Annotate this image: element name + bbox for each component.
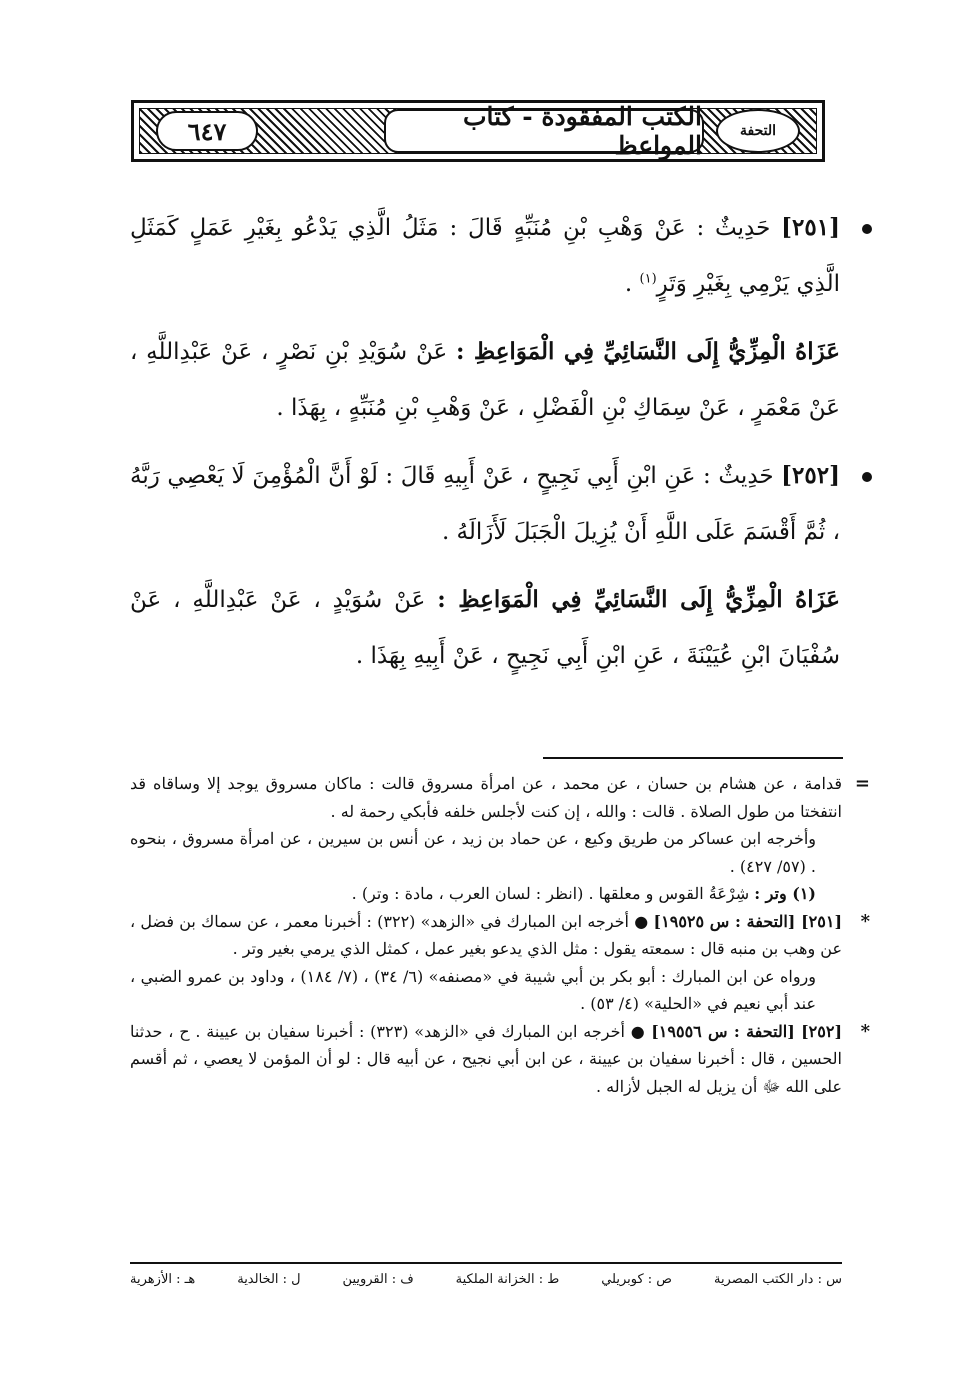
legend-item: هـ : الأزهرية — [130, 1272, 196, 1287]
attribution-252 — [130, 572, 840, 684]
star-icon: * — [860, 1020, 870, 1042]
footnote-ref: (١) — [639, 271, 657, 287]
attribution-label: عَزَاهُ الْمِزِّيُّ إِلَى النَّسَائِيِّ فِي الْمَوَاعِظِ : — [455, 338, 841, 365]
continuation-text-2: وأخرجه ابن عساكر من طريق وكيع ، عن حماد بن زيد ، عن أنس بن سيرين ، عن امرأة مسروق ، بنحوه . (٥٧/ ٤٢٧) . — [130, 829, 817, 876]
legend-item: ف : القرويين — [342, 1272, 414, 1287]
continuation-text: قدامة ، عن هشام بن حسان ، عن محمد ، عن امرأة مسروق قالت : ماكان مسروق يوجد إلا وساقاه قد انتفختا من طول الصلاة . قالت : والله ، إن كنت لأجلس خلفه فأبكي رحمة له . — [130, 774, 842, 821]
attribution-label: عَزَاهُ الْمِزِّيُّ إِلَى النَّسَائِيِّ فِي الْمَوَاعِظِ : — [437, 586, 840, 613]
bullet-icon — [862, 472, 872, 482]
hadith-number: [٢٥٢] — [781, 462, 840, 489]
star-icon: * — [860, 910, 870, 932]
attribution-text: عَنْ سُوَيْدِ بْنِ نَصْرٍ ، عَنْ عَبْدِاللَّهِ ، عَنْ مَعْمَرٍ ، عَنْ سِمَاكِ بْنِ الْفَضْلِ ، عَنْ وَهْبِ بْنِ مُنَبِّهٍ ، بِهَذَا . — [130, 339, 840, 421]
footnote-continuation — [130, 770, 870, 825]
hadith-252 — [130, 448, 840, 560]
legend-separator — [130, 1262, 842, 1264]
note-252-text: ● أخرجه ابن المبارك في «الزهد» (٣٢٣) : أخبرنا سفيان بن عيينة . ح ، حدثنا الحسين ، قال : أخبرنا سفيان بن عيينة ، عن ابن أبي نجيح ، عن أبيه قال : لو أن المؤمن لا يعصي ، ثم أقسم على الله ﷻ أن يزيل له الجبل لأزاله . — [130, 1021, 842, 1096]
attribution-251 — [130, 324, 840, 436]
page-number: ٦٤٧ — [156, 111, 258, 151]
footnote-1 — [130, 880, 842, 908]
note-251-label: [٢٥١] [التحفة : س ١٩٥٢٥] — [653, 911, 843, 931]
header-title: الكتب المفقودة - كتاب المواعظ — [384, 109, 704, 153]
footnote-separator — [543, 757, 843, 759]
note-252 — [130, 1018, 870, 1101]
footnote-continuation-2 — [130, 825, 842, 880]
note-251-text-2: ورواه عن ابن المبارك : أبو بكر بن أبي شيبة في «مصنفه» (٦/ ٣٤) ، (٧/ ١٨٤) ، وداود بن عمرو الضبي ، عند أبي نعيم في «الحلية» (٤/ ٥٣) . — [130, 966, 817, 1013]
hadith-number: [٢٥١] — [781, 214, 840, 241]
hadith-end: . — [624, 271, 633, 297]
attribution-text: عَنْ سُوَيْدٍ ، عَنْ عَبْدِاللَّهِ ، عَنْ سُفْيَانَ ابْنِ عُيَيْنَةَ ، عَنِ ابْنِ أَبِي نَجِيحٍ ، عَنْ أَبِيهِ بِهَذَا . — [130, 587, 840, 669]
legend-item: ص : كوبريلي — [601, 1272, 673, 1287]
page-header — [131, 100, 825, 162]
footnote-1-label: (١) وتر : — [754, 884, 816, 903]
logo-text: التحفة — [740, 123, 777, 139]
note-251 — [130, 908, 870, 963]
hadith-text: حَدِيثٌ : عَنِ ابْنِ أَبِي نَجِيحٍ ، عَنْ أَبِيهِ قَالَ : لَوْ أَنَّ الْمُؤْمِنَ لَا يَعْصِي رَبَّهُ ، ثُمَّ أَقْسَمَ عَلَى اللَّهِ أَنْ يُزِيلَ الْجَبَلَ لَأَزَالَهُ . — [130, 463, 840, 545]
main-text — [130, 200, 840, 684]
hadith-text: حَدِيثٌ : عَنْ وَهْبِ بْنِ مُنَبِّهٍ قَالَ : مَثَلُ الَّذِي يَدْعُو بِغَيْرِ عَمَلٍ كَمَثَلِ الَّذِي يَرْمِي بِغَيْرِ وَتَرٍ — [130, 215, 840, 297]
hadith-251 — [130, 200, 840, 312]
continuation-mark: = — [854, 773, 870, 794]
legend-item: س : دار الكتب المصرية — [713, 1272, 842, 1287]
note-252-label: [٢٥٢] [التحفة : س ١٩٥٥٦] — [651, 1021, 843, 1041]
note-251-b — [130, 963, 842, 1018]
footnotes — [130, 770, 870, 1100]
tuhfa-logo — [716, 109, 800, 153]
legend-item: ط : الخزانة الملكية — [455, 1272, 560, 1287]
legend-item: ل : الخالدية — [237, 1272, 301, 1287]
footnote-1-text: شِرْعَةُ القوس و معلقها . (انظر : لسان العرب ، مادة : وتر) . — [351, 884, 750, 903]
note-251-text: ● أخرجه ابن المبارك في «الزهد» (٣٢٢) : أخبرنا معمر ، عن سماك بن فضل ، عن وهب بن منبه قال : سمعته يقول : مثل الذي يدعو بغير عمل ، كمثل الذي يرمي بغير وتر . — [130, 911, 842, 958]
bullet-icon — [862, 224, 872, 234]
manuscript-legend — [130, 1272, 842, 1287]
